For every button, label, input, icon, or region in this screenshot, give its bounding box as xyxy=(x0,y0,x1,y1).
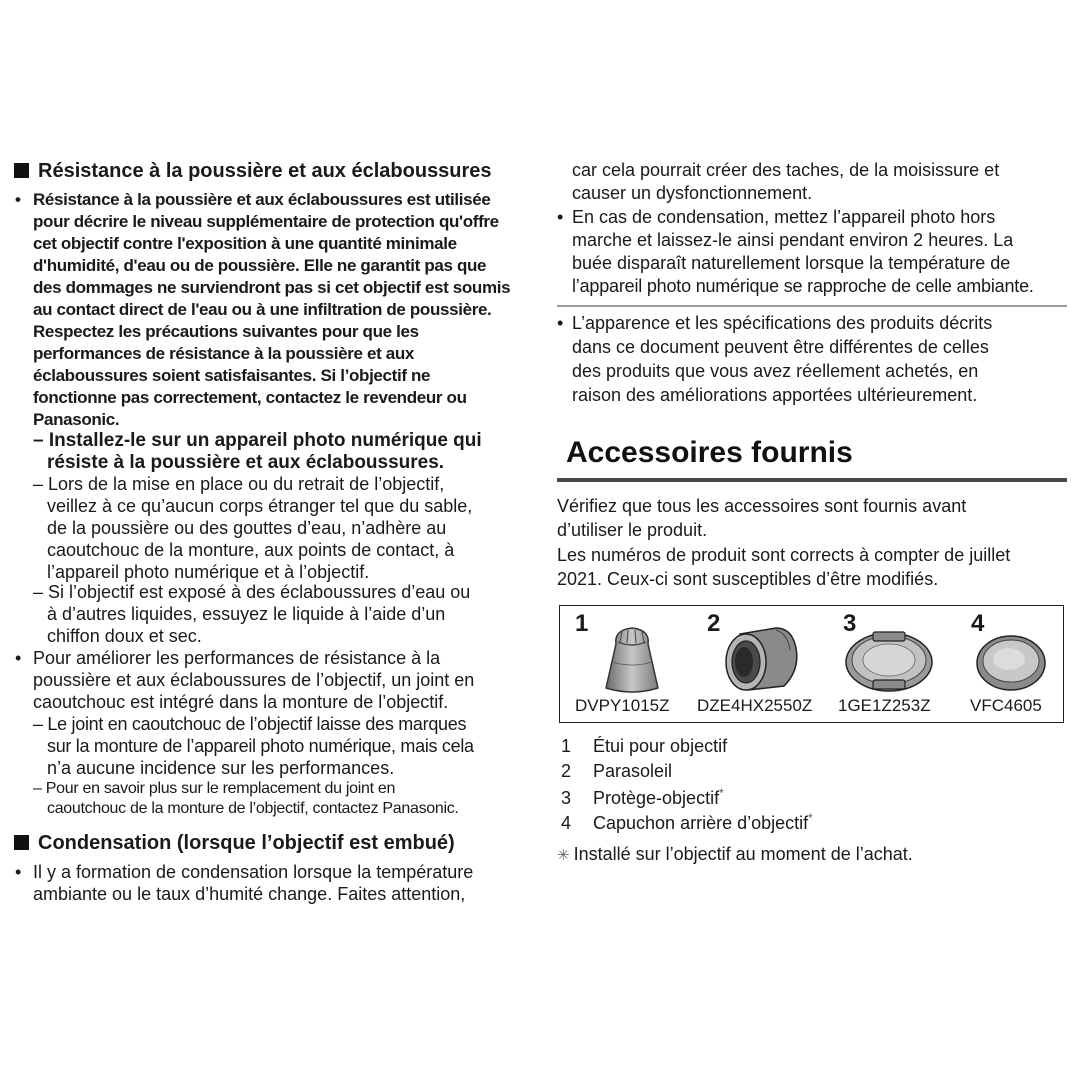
text-line: Les numéros de produit sont corrects à compter de juillet xyxy=(557,545,1011,565)
accessory-list-item xyxy=(561,811,813,834)
text-line: fonctionne pas correctement, contactez le revendeur ou xyxy=(33,388,467,407)
text-line: Résistance à la poussière et aux éclaboussures est utilisée xyxy=(33,190,491,209)
accessory-number: 2 xyxy=(707,610,721,637)
text-line: pour décrire le niveau supplémentaire de protection qu'offre xyxy=(33,212,499,231)
text-line: d’utiliser le produit. xyxy=(557,520,708,540)
text-line: des produits que vous avez réellement achetés, en xyxy=(572,361,979,381)
text-line: – Si l’objectif est exposé à des éclaboussures d’eau ou xyxy=(33,582,471,602)
footnote xyxy=(557,844,913,865)
text-line: Panasonic. xyxy=(33,410,120,429)
text-line: buée disparaît naturellement lorsque la température de xyxy=(572,253,1011,273)
text-line: dans ce document peuvent être différentes de celles xyxy=(572,337,989,357)
text-line: de la poussière ou des gouttes d’eau, n’adhère au xyxy=(47,518,447,538)
lens-cap-icon xyxy=(843,626,935,694)
text-line: l’appareil photo numérique et à l’objectif. xyxy=(47,562,370,582)
bullet-icon: • xyxy=(557,207,564,227)
text-line: des dommages ne surviendront pas si cet objectif est soumis xyxy=(33,278,511,297)
accessory-list-number: 3 xyxy=(561,788,572,808)
bullet-icon: • xyxy=(15,190,21,209)
accessory-list-name: Étui pour objectif xyxy=(593,736,728,756)
accessory-list-number: 2 xyxy=(561,761,572,781)
accessory-code: 1GE1Z253Z xyxy=(838,696,931,715)
accessory-list-name: Parasoleil xyxy=(593,761,673,781)
text-line: chiffon doux et sec. xyxy=(47,626,202,646)
text-line: n’a aucune incidence sur les performances. xyxy=(47,758,395,778)
text-line: ambiante ou le taux d’humité change. Faites attention, xyxy=(33,884,466,904)
text-line: caoutchouc est intégré dans la monture de l’objectif. xyxy=(33,692,449,712)
lens-hood-icon xyxy=(720,624,802,696)
text-line: cet objectif contre l'exposition à une quantité minimale xyxy=(33,234,457,253)
accessory-list-number: 4 xyxy=(561,813,572,833)
text-line: L’apparence et les spécifications des produits décrits xyxy=(572,313,993,333)
text-line: l’appareil photo numérique se rapproche de celle ambiante. xyxy=(572,276,1034,296)
footnote-asterisk-icon: ✳ xyxy=(557,847,570,864)
rear-cap-icon xyxy=(975,632,1047,692)
section-heading-text: Condensation (lorsque l’objectif est embué) xyxy=(38,832,455,854)
text-line: éclaboussures soient satisfaisantes. Si l’objectif ne xyxy=(33,366,431,385)
text-line: au contact direct de l'eau ou à une infiltration de poussière. xyxy=(33,300,492,319)
text-line: Respectez les précautions suivantes pour que les xyxy=(33,322,419,341)
accessory-list-item xyxy=(561,786,724,809)
accessory-list-name: Protège-objectif xyxy=(593,788,720,808)
accessory-code: DZE4HX2550Z xyxy=(697,696,813,715)
text-line: causer un dysfonctionnement. xyxy=(572,183,813,203)
text-line: 2021. Ceux-ci sont susceptibles d’être modifiés. xyxy=(557,569,939,589)
text-line: performances de résistance à la poussière et aux xyxy=(33,344,414,363)
text-line: caoutchouc de la monture, aux points de contact, à xyxy=(47,540,455,560)
divider xyxy=(557,305,1067,307)
text-line: à d’autres liquides, essuyez le liquide à l’aide d’un xyxy=(47,604,446,624)
text-line: veillez à ce qu’aucun corps étranger tel que du sable, xyxy=(47,496,473,516)
heading-square-icon xyxy=(14,835,29,850)
text-line: Vérifiez que tous les accessoires sont fournis avant xyxy=(557,496,967,516)
accessory-number: 1 xyxy=(575,610,589,637)
accessory-list-number: 1 xyxy=(561,736,572,756)
text-line: sur la monture de l’appareil photo numérique, mais cela xyxy=(47,736,474,756)
accessory-list-item xyxy=(561,736,727,757)
page-title: Accessoires fournis xyxy=(566,436,853,469)
asterisk-mark: * xyxy=(719,786,724,800)
accessory-code: DVPY1015Z xyxy=(575,696,670,715)
lens-pouch-icon xyxy=(602,622,662,698)
accessory-list-item xyxy=(561,761,672,782)
accessory-number: 3 xyxy=(843,610,857,637)
asterisk-mark: * xyxy=(808,811,813,825)
text-line: Il y a formation de condensation lorsque la température xyxy=(33,862,474,882)
accessories-box xyxy=(559,605,1064,723)
bullet-icon: • xyxy=(557,313,564,333)
text-line-bold: résiste à la poussière et aux éclaboussures. xyxy=(47,452,445,473)
text-line-bold: – Installez-le sur un appareil photo numérique qui xyxy=(33,430,482,451)
text-line: raison des améliorations apportées ultérieurement. xyxy=(572,385,978,405)
title-underline xyxy=(557,478,1067,482)
bullet-icon: • xyxy=(15,648,22,668)
text-line: marche et laissez-le ainsi pendant environ 2 heures. La xyxy=(572,230,1014,250)
text-line: caoutchouc de la monture de l’objectif, contactez Panasonic. xyxy=(47,800,459,817)
text-line: d'humidité, d'eau ou de poussière. Elle ne garantit pas que xyxy=(33,256,487,275)
section-heading-dust xyxy=(14,160,492,183)
accessory-list-name: Capuchon arrière d’objectif xyxy=(593,813,809,833)
accessory-code: VFC4605 xyxy=(970,696,1042,715)
text-line: – Pour en savoir plus sur le remplacement du joint en xyxy=(33,780,396,797)
footnote-text: Installé sur l’objectif au moment de l’achat. xyxy=(573,844,913,864)
text-line: – Lors de la mise en place ou du retrait de l’objectif, xyxy=(33,474,445,494)
text-line: Pour améliorer les performances de résistance à la xyxy=(33,648,441,668)
text-line: car cela pourrait créer des taches, de la moisissure et xyxy=(572,160,1000,180)
text-line: En cas de condensation, mettez l’appareil photo hors xyxy=(572,207,996,227)
text-line: – Le joint en caoutchouc de l’objectif laisse des marques xyxy=(33,714,467,734)
section-heading-text: Résistance à la poussière et aux éclaboussures xyxy=(38,160,492,182)
heading-square-icon xyxy=(14,163,29,178)
text-line: poussière et aux éclaboussures de l’objectif, un joint en xyxy=(33,670,475,690)
accessory-number: 4 xyxy=(971,610,985,637)
section-heading-condensation xyxy=(14,832,455,855)
bullet-icon: • xyxy=(15,862,22,882)
